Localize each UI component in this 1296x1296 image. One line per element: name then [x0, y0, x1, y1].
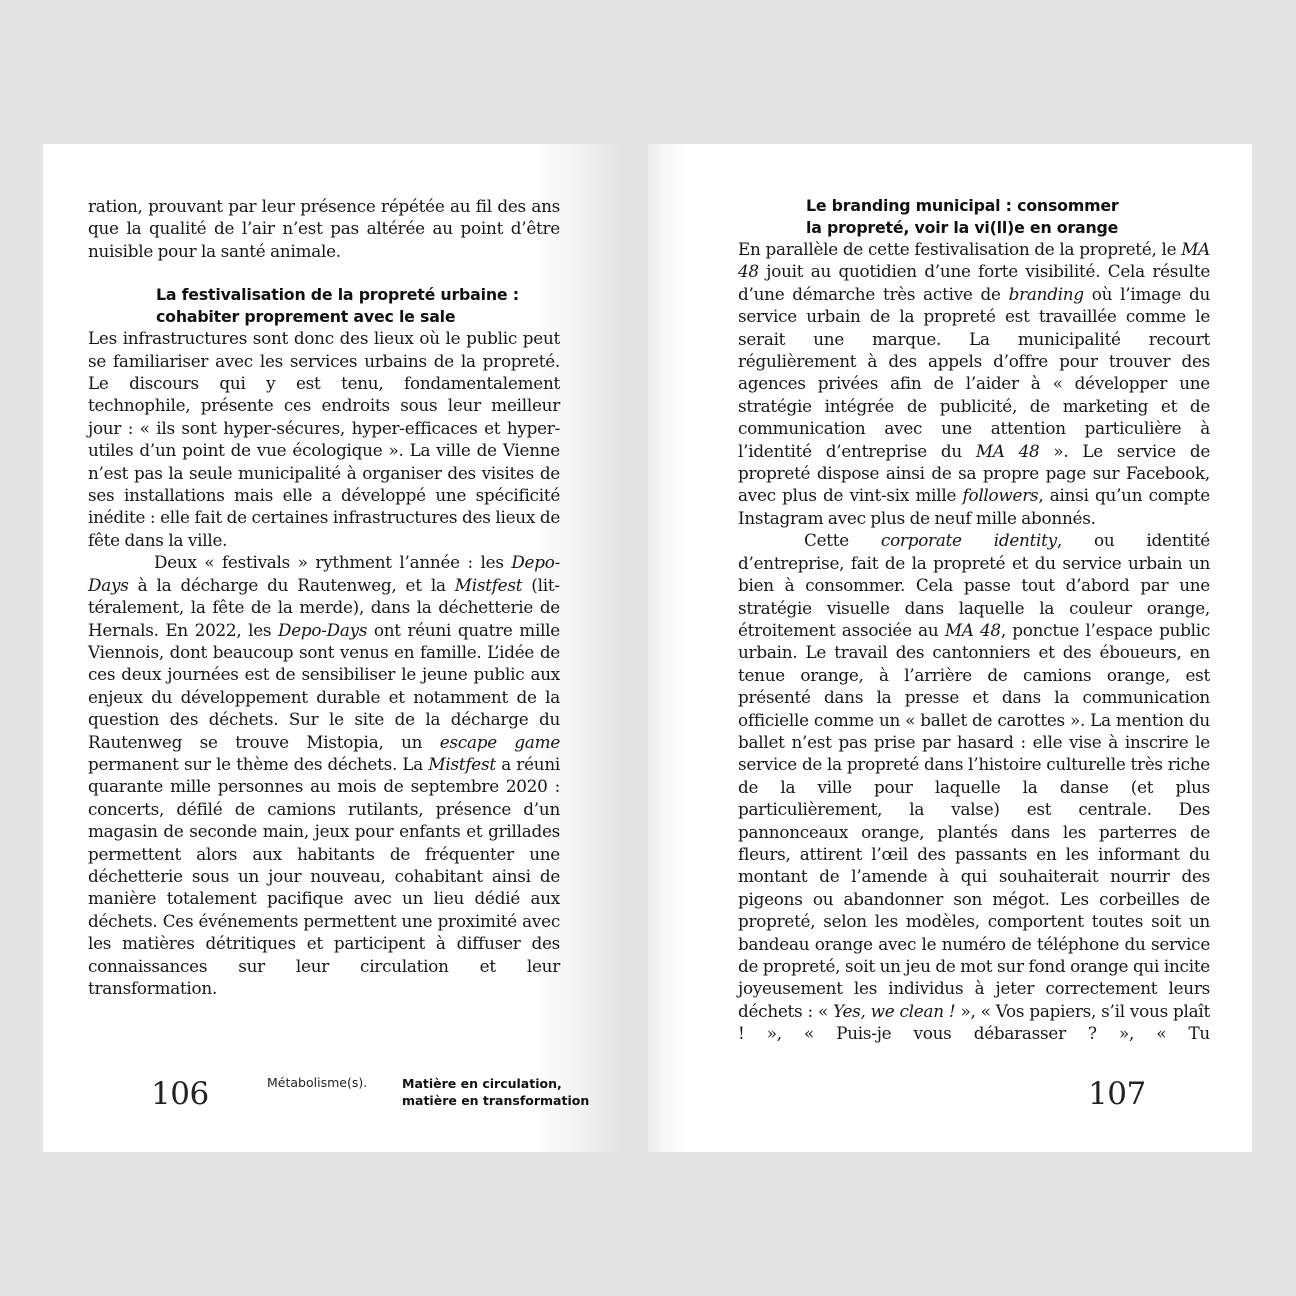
page-number: 107 — [1088, 1076, 1146, 1112]
italic-term: MA 48 — [975, 440, 1040, 461]
page-number: 106 — [151, 1076, 209, 1112]
italic-term: MA 48 — [944, 619, 1001, 640]
paragraph: En parallèle de cette festivalisation de la propreté, le MA 48 jouit au quotidien d’une forte visibilité. Cela résulte d’une démarche très active de branding où l’image du service urbain de la propreté est travaillée comme le serait une marque. La municipalité recourt régulièrement à des appels d’offre pour trouver des agences privées afin de l’aider à « développer une stratégie intégrée de publicité, de marketing et de communication avec une attention particulière à l’identité d’entreprise du MA 48 ». Le service de propreté dispose ainsi de sa propre page sur Facebook, avec plus de vint-six mille followers, ainsi qu’un compte Instagram avec plus de neuf mille abonnés. — [738, 239, 1211, 528]
paragraph: Les infrastructures sont donc des lieux où le public peut se familiariser avec les services urbains de la propreté. Le discours qui y est tenu, fondamentalement technophile, présente ces endroits sous leur meilleur jour : « ils sont hyper-sécures, hyper-efficaces et hyper-utiles d’un point de vue écologique ». La ville de Vienne n’est pas la seule municipalité à organiser des visites de ses installations mais elle a développé une spécificité inédite : elle fait de certaines infrastructures des lieux de fête dans la ville. — [88, 328, 560, 550]
italic-term: followers — [962, 485, 1039, 506]
italic-term: Yes, we clean ! — [833, 1000, 956, 1021]
paragraph: Deux « festivals » rythment l’année : les Depo-Days à la décharge du Rautenweg, et la Mistfest (littéralement, la fête de la merde), dans la déchetterie de Hernals. En 2022, les Depo-Days ont réuni quatre mille Viennois, dont beaucoup sont venus en famille. L’idée de ces deux journées est de sensibiliser le jeune public aux enjeux du développement durable et notamment de la question des déchets. Sur le site de la décharge du Rautenweg se trouve Mistopia, un escape game permanent sur le thème des déchets. La Mistfest a réuni quarante mille personnes au mois de septembre 2020 : concerts, défilé de camions rutilants, présence d’un magasin de seconde main, jeux pour enfants et grillades permettent alors aux habitants de fréquenter une déchetterie sous un jour nouveau, cohabitant ainsi de manière totalement pacifique avec un lieu dédié aux déchets. Ces événements permettent une proximité avec les matières détritiques et participent à diffuser des connaissances sur leur circulation et leur transformation. — [88, 552, 560, 998]
italic-term: MA 48 — [738, 239, 1210, 282]
running-subtitle-line: matière en transformation — [402, 1093, 590, 1108]
italic-term: Mistfest — [454, 574, 523, 595]
section-heading-line: Le branding municipal : consommer — [806, 196, 1119, 215]
left-text-column — [88, 195, 560, 999]
running-title: Métabolisme(s). — [267, 1075, 368, 1090]
italic-term: branding — [1008, 283, 1084, 304]
section-heading-line: cohabiter proprement avec le sale — [156, 306, 456, 326]
running-subtitle-line: Matière en circulation, — [402, 1076, 562, 1091]
italic-term: Depo-Days — [277, 619, 368, 640]
italic-term: Mistfest — [428, 753, 496, 774]
paragraph: ration, prouvant par leur présence répétée au fil des ans que la qualité de l’air n’est pas altérée au point d’être nuisible pour la santé animale. — [88, 196, 560, 261]
section-heading-line: La festivalisation de la propreté urbaine : — [156, 285, 519, 305]
section-heading-line: la propreté, voir la vi(ll)e en orange — [806, 217, 1119, 237]
paragraph: Cette corporate identity, ou identité d’entreprise, fait de la propreté et du service urbain un bien à consommer. Cela passe tout d’abord par une stratégie visuelle dans laquelle la couleur orange, étroitement associée au MA 48, ponctue l’espace public urbain. Le travail des cantonniers et des éboueurs, en tenue orange, à l’arrière de camions orange, est présenté dans la presse et dans la communication officielle comme un « ballet de carottes ». La mention du ballet n’est pas prise par hasard : elle vise à inscrire le service de la propreté dans l’histoire culturelle très riche de la ville pour laquelle la danse (et plus particulièrement, la valse) est centrale. Des pannonceaux orange, plantés dans les parterres de fleurs, attirent l’œil des passants en les informant du montant de l’amende à qui souhaiterait nourrir des pigeons ou abandonner son mégot. Les corbeilles de propreté, selon les modèles, comportent toutes soit un bandeau orange avec le numéro de téléphone du service de propreté, soit un jeu de mot sur fond orange qui incite joyeusement les individus à jeter correctement leurs déchets : « Yes, we clean ! », « Vos papiers, s’il vous plaît ! », « Puis-je vous débarasser ? », « Tu — [738, 530, 1211, 1044]
section-heading — [738, 195, 1206, 238]
left-page — [43, 144, 624, 1152]
right-text-column — [738, 195, 1210, 1045]
italic-term: corporate identity — [880, 530, 1057, 551]
italic-term: escape game — [439, 731, 560, 752]
running-subtitle — [402, 1075, 589, 1109]
right-page — [648, 144, 1252, 1152]
italic-term: Depo-Days — [88, 552, 560, 595]
section-heading — [88, 284, 556, 327]
